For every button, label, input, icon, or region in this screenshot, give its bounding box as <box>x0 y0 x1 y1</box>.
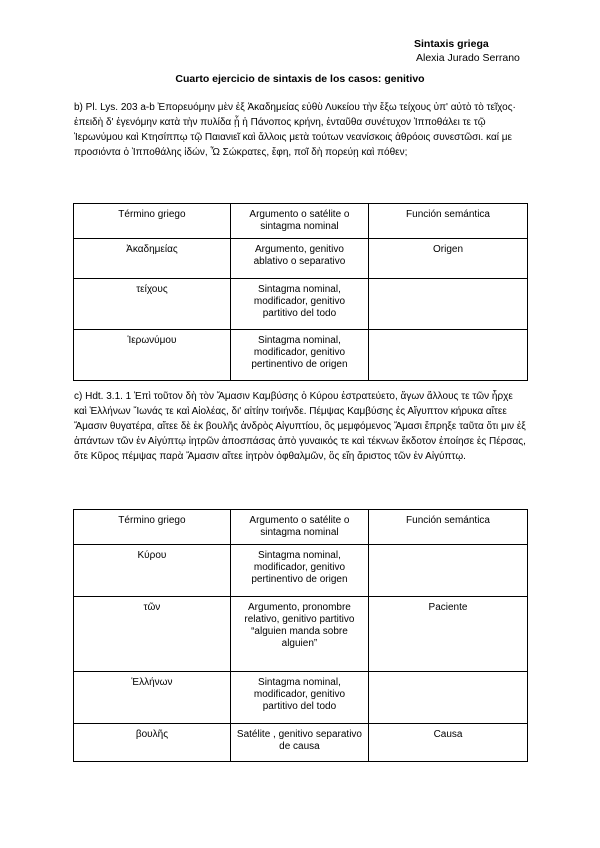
document-subject: Sintaxis griega <box>414 38 489 50</box>
term-cell: Ἱερωνύμου <box>74 330 231 381</box>
argument-cell: Sintagma nominal, modificador, genitivo partitivo del todo <box>230 672 368 724</box>
argument-cell: Sintagma nominal, modificador, genitivo pertinentivo de origen <box>230 330 368 381</box>
function-cell: Paciente <box>369 597 528 672</box>
table-row <box>74 597 528 672</box>
table-row <box>74 239 528 279</box>
argument-cell: Sintagma nominal, modificador, genitivo pertinentivo de origen <box>230 545 368 597</box>
argument-cell: Argumento, pronombre relativo, genitivo partitivo “alguien manda sobre alguien” <box>230 597 368 672</box>
header-argument: Argumento o satélite o sintagma nominal <box>230 204 368 239</box>
table-header-row <box>74 510 528 545</box>
table-row <box>74 724 528 762</box>
table-row <box>74 330 528 381</box>
term-cell: τείχους <box>74 279 231 330</box>
function-cell: Causa <box>369 724 528 762</box>
table-row <box>74 279 528 330</box>
table-row <box>74 545 528 597</box>
function-cell <box>369 279 528 330</box>
header-function: Función semántica <box>369 510 528 545</box>
header-argument: Argumento o satélite o sintagma nominal <box>230 510 368 545</box>
term-cell: Ἑλλήνων <box>74 672 231 724</box>
function-cell: Origen <box>369 239 528 279</box>
function-cell <box>369 545 528 597</box>
exercise-c-table <box>73 509 528 762</box>
argument-cell: Satélite , genitivo separativo de causa <box>230 724 368 762</box>
header-term: Término griego <box>74 510 231 545</box>
exercise-b-text: b) Pl. Lys. 203 a-b Ἐπορευόμην μὲν ἐξ Ἀκαδημείας εὐθὺ Λυκείου τὴν ἔξω τείχους ὑπ' αὐτὸ τὸ τεῖχος· ἐπειδὴ δ' ἐγενόμην κατὰ τὴν πυλίδα ᾗ ἡ Πάνοπος κρήνη, ἐνταῦθα συνέτυχον Ἱπποθάλει τε τῷ Ἱερωνύμου καὶ Κτησίππῳ τῷ Παιανιεῖ καὶ ἄλλοις μετὰ τούτων νεανίσκοις ἀθρόοις συνεστῶσι. καί με προσιόντα ὁ Ἱπποθάλης ἰδών, Ὦ Σώκρατες, ἔφη, ποῖ δὴ πορεύῃ καὶ πόθεν; <box>74 102 516 158</box>
term-cell: τῶν <box>74 597 231 672</box>
exercise-c-text: c) Hdt. 3.1. 1 Ἐπὶ τοῦτον δὴ τὸν Ἄμασιν Καμβύσης ὁ Κύρου ἐστρατεύετο, ἄγων ἄλλους τε τῶν ἦρχε καὶ Ἑλλήνων Ἴωνάς τε καὶ Αἰολέας, δι' αἰτίην τοιήνδε. Πέμψας Καμβύσης ἐς Αἴγυπτον κήρυκα αἴτεε Ἄμασιν θυγατέρα, αἴτεε δὲ ἐκ βουλῆς ἀνδρὸς Αἰγυπτίου, ὃς μεμφόμενος Ἄμασι ἔπρηξε ταῦτα ὅτι μιν ἐξ ἁπάντων τῶν ἐν Αἰγύπτῳ ἰητρῶν ἀποσπάσας ἀπὸ γυναικός τε καὶ τέκνων ἔκδοτον ἐποίησε ἐς Πέρσας, ὅτε Κῦρος πέμψας παρὰ Ἄμασιν αἴτεε ἰητρὸν ὀφθαλμῶν, ὃς εἴη ἄριστος τῶν ἐν Αἰγύπτῳ. <box>74 391 526 462</box>
term-cell: Ἀκαδημείας <box>74 239 231 279</box>
author-name: Alexia Jurado Serrano <box>416 52 520 64</box>
document-title: Cuarto ejercicio de sintaxis de los casos: genitivo <box>175 73 425 85</box>
term-cell: βουλῆς <box>74 724 231 762</box>
term-cell: Κύρου <box>74 545 231 597</box>
exercise-b-table <box>73 203 528 381</box>
argument-cell: Sintagma nominal, modificador, genitivo partitivo del todo <box>230 279 368 330</box>
function-cell <box>369 330 528 381</box>
header-function: Función semántica <box>369 204 528 239</box>
function-cell <box>369 672 528 724</box>
argument-cell: Argumento, genitivo ablativo o separativo <box>230 239 368 279</box>
table-row <box>74 672 528 724</box>
table-header-row <box>74 204 528 239</box>
header-term: Término griego <box>74 204 231 239</box>
